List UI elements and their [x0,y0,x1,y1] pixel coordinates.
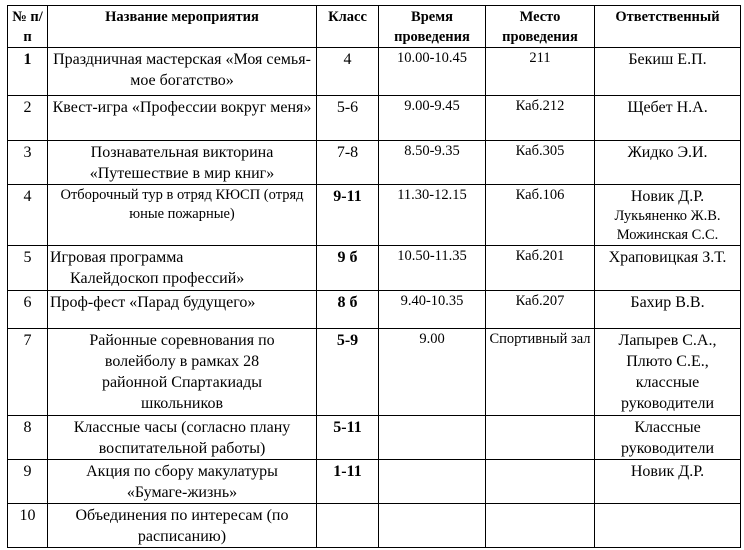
name-line: Игровая программа [50,249,184,266]
row-place: Каб.207 [486,291,595,329]
row-responsible: Новик Д.Р. [595,460,741,504]
row-responsible: Классные руководители [595,416,741,460]
row-time [379,504,486,548]
row-responsible [595,504,741,548]
row-class: 4 [317,48,379,96]
row-time: 9.40-10.35 [379,291,486,329]
row-place: Каб.201 [486,246,595,291]
table-row [8,504,741,548]
row-name: Квест-игра «Профессии вокруг меня» [48,96,317,141]
row-class: 1-11 [317,460,379,504]
row-place: Спортивный зал [486,329,595,416]
table-row [8,141,741,185]
row-time: 10.00-10.45 [379,48,486,96]
row-place: Каб.305 [486,141,595,185]
header-place: Место проведения [486,6,595,48]
row-time: 9.00 [379,329,486,416]
header-class: Класс [317,6,379,48]
row-num: 4 [8,185,48,246]
header-name: Название мероприятия [48,6,317,48]
row-name: Познавательная викторина «Путешествие в мир книг» [48,141,317,185]
table-row [8,185,741,246]
table-row [8,460,741,504]
row-responsible: Жидко Э.И. [595,141,741,185]
table-row [8,416,741,460]
header-num: № п/п [8,6,48,48]
row-class [317,504,379,548]
responsible-line: Лукьяненко Ж.В. [614,208,721,224]
row-time: 11.30-12.15 [379,185,486,246]
table-row [8,291,741,329]
row-num: 1 [8,48,48,96]
row-num: 8 [8,416,48,460]
row-name: Отборочный тур в отряд КЮСП (отряд юные пожарные) [48,185,317,246]
row-responsible: Щебет Н.А. [595,96,741,141]
row-time: 9.00-9.45 [379,96,486,141]
row-place: 211 [486,48,595,96]
row-num: 9 [8,460,48,504]
row-place [486,416,595,460]
row-name: Праздничная мастерская «Моя семья- мое богатство» [48,48,317,96]
row-responsible: Бахир В.В. [595,291,741,329]
row-time: 8.50-9.35 [379,141,486,185]
row-name: Проф-фест «Парад будущего» [48,291,317,329]
table-row [8,48,741,96]
row-name: Акция по сбору макулатуры «Бумаге-жизнь» [48,460,317,504]
row-responsible [595,185,741,246]
row-place: Каб.212 [486,96,595,141]
row-responsible: Храповицкая З.Т. [595,246,741,291]
row-place: Каб.106 [486,185,595,246]
responsible-line: Новик Д.Р. [630,188,705,205]
table-row [8,329,741,416]
row-name: Районные соревнования по волейболу в рамках 28 районной Спартакиады школьников [48,329,317,416]
table-row [8,246,741,291]
row-class: 9-11 [317,185,379,246]
row-class: 8 б [317,291,379,329]
events-table [7,5,741,548]
name-line: Калейдоскоп профессий» [70,270,245,287]
row-name [48,246,317,291]
header-time: Время проведения [379,6,486,48]
row-num: 3 [8,141,48,185]
row-num: 2 [8,96,48,141]
row-class: 5-9 [317,329,379,416]
row-num: 10 [8,504,48,548]
row-name: Объединения по интересам (по расписанию) [48,504,317,548]
row-responsible: Бекиш Е.П. [595,48,741,96]
row-class: 5-6 [317,96,379,141]
row-place [486,504,595,548]
row-class: 9 б [317,246,379,291]
row-time: 10.50-11.35 [379,246,486,291]
row-responsible: Лапырев С.А., Плюто С.Е., классные руководители [595,329,741,416]
row-time [379,416,486,460]
row-class: 7-8 [317,141,379,185]
row-num: 7 [8,329,48,416]
responsible-line: Можинская С.С. [616,227,719,243]
table-row [8,96,741,141]
table-header-row [8,6,741,48]
row-name: Классные часы (согласно плану воспитательной работы) [48,416,317,460]
row-num: 6 [8,291,48,329]
header-responsible: Ответственный [595,6,741,48]
row-time [379,460,486,504]
row-num: 5 [8,246,48,291]
row-class: 5-11 [317,416,379,460]
row-place [486,460,595,504]
